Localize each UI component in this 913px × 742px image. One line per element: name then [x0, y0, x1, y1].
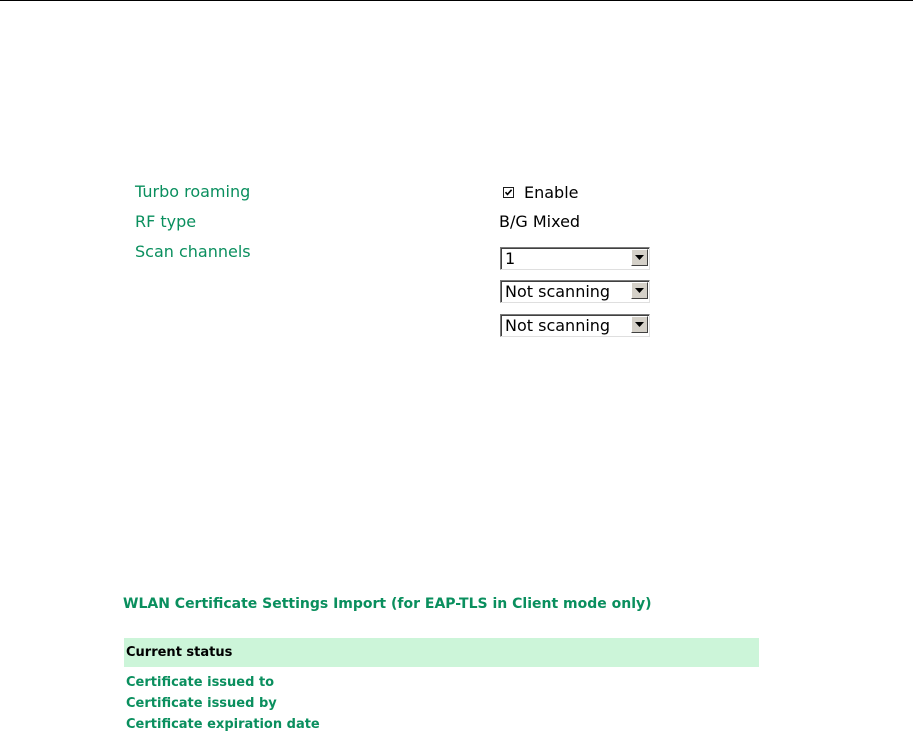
triangle-down-icon — [635, 255, 644, 260]
check-icon — [504, 188, 513, 197]
scan-channels-label: Scan channels — [135, 242, 251, 261]
dropdown-button[interactable] — [631, 249, 648, 266]
scan-channel-select-1[interactable] — [500, 247, 650, 270]
scan-channel-select-2[interactable] — [500, 280, 650, 303]
dropdown-button[interactable] — [631, 282, 648, 299]
current-status-bar — [124, 638, 759, 667]
scan-channel-select-2-value: Not scanning — [505, 282, 611, 301]
rf-type-label: RF type — [135, 212, 197, 231]
scan-channel-select-3-value: Not scanning — [505, 316, 611, 335]
top-divider — [0, 0, 913, 1]
certificate-issued-to-label: Certificate issued to — [126, 675, 275, 690]
triangle-down-icon — [635, 322, 644, 327]
certificate-expiration-date-label: Certificate expiration date — [126, 717, 320, 732]
certificate-issued-by-label: Certificate issued by — [126, 696, 277, 711]
current-status-title: Current status — [126, 645, 233, 660]
scan-channel-select-3[interactable] — [500, 314, 650, 337]
turbo-roaming-label: Turbo roaming — [135, 182, 251, 201]
triangle-down-icon — [635, 288, 644, 293]
scan-channel-select-1-value: 1 — [505, 249, 516, 268]
turbo-roaming-enable-label: Enable — [524, 182, 579, 202]
rf-type-value: B/G Mixed — [499, 212, 581, 231]
turbo-roaming-checkbox[interactable] — [503, 187, 514, 198]
dropdown-button[interactable] — [631, 316, 648, 333]
certificate-section-heading: WLAN Certificate Settings Import (for EAP-TLS in Client mode only) — [123, 596, 652, 612]
turbo-roaming-control[interactable] — [503, 181, 579, 203]
